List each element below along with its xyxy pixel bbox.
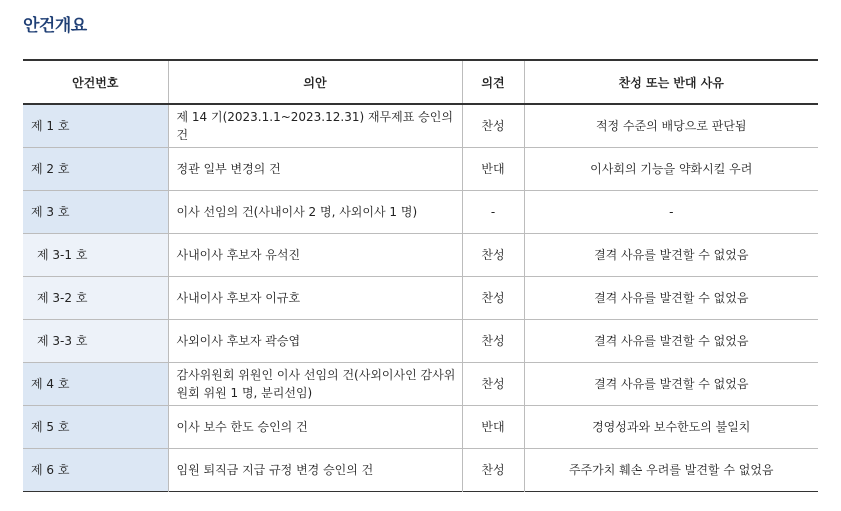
vote-cell: 찬성 bbox=[462, 363, 524, 406]
vote-cell: 반대 bbox=[462, 406, 524, 449]
reason-cell: 적정 수준의 배당으로 판단됨 bbox=[524, 104, 818, 148]
agenda-number-cell: 제 2 호 bbox=[23, 148, 168, 191]
table-row bbox=[23, 104, 818, 148]
agenda-title-cell: 사외이사 후보자 곽승엽 bbox=[168, 320, 462, 363]
vote-cell: 반대 bbox=[462, 148, 524, 191]
header-agenda-title: 의안 bbox=[168, 60, 462, 104]
vote-cell: - bbox=[462, 191, 524, 234]
agenda-number-cell: 제 3 호 bbox=[23, 191, 168, 234]
agenda-number-cell: 제 3-1 호 bbox=[23, 234, 168, 277]
reason-cell: 경영성과와 보수한도의 불일치 bbox=[524, 406, 818, 449]
page-title: 안건개요 bbox=[23, 16, 87, 36]
table-row bbox=[23, 277, 818, 320]
reason-cell: 결격 사유를 발견할 수 없었음 bbox=[524, 363, 818, 406]
reason-cell: 이사회의 기능을 약화시킬 우려 bbox=[524, 148, 818, 191]
agenda-table bbox=[23, 59, 818, 492]
reason-cell: 결격 사유를 발견할 수 없었음 bbox=[524, 234, 818, 277]
table-row bbox=[23, 191, 818, 234]
table-row bbox=[23, 320, 818, 363]
agenda-title-cell: 임원 퇴직금 지급 규정 변경 승인의 건 bbox=[168, 449, 462, 492]
reason-cell: 주주가치 훼손 우려를 발견할 수 없었음 bbox=[524, 449, 818, 492]
table-header-row bbox=[23, 60, 818, 104]
agenda-title-cell: 정관 일부 변경의 건 bbox=[168, 148, 462, 191]
agenda-number-cell: 제 3-3 호 bbox=[23, 320, 168, 363]
agenda-number-cell: 제 3-2 호 bbox=[23, 277, 168, 320]
table-row bbox=[23, 449, 818, 492]
header-vote: 의견 bbox=[462, 60, 524, 104]
table-row bbox=[23, 148, 818, 191]
table-row bbox=[23, 234, 818, 277]
vote-cell: 찬성 bbox=[462, 320, 524, 363]
header-agenda-number: 안건번호 bbox=[23, 60, 168, 104]
agenda-number-cell: 제 4 호 bbox=[23, 363, 168, 406]
reason-cell: 결격 사유를 발견할 수 없었음 bbox=[524, 277, 818, 320]
agenda-title-cell: 사내이사 후보자 이규호 bbox=[168, 277, 462, 320]
agenda-number-cell: 제 1 호 bbox=[23, 104, 168, 148]
agenda-title-cell: 감사위원회 위원인 이사 선임의 건(사외이사인 감사위원회 위원 1 명, 분리선임) bbox=[168, 363, 462, 406]
table-row bbox=[23, 363, 818, 406]
vote-cell: 찬성 bbox=[462, 277, 524, 320]
reason-cell: 결격 사유를 발견할 수 없었음 bbox=[524, 320, 818, 363]
agenda-number-cell: 제 6 호 bbox=[23, 449, 168, 492]
agenda-title-cell: 제 14 기(2023.1.1~2023.12.31) 재무제표 승인의 건 bbox=[168, 104, 462, 148]
vote-cell: 찬성 bbox=[462, 234, 524, 277]
agenda-title-cell: 이사 선임의 건(사내이사 2 명, 사외이사 1 명) bbox=[168, 191, 462, 234]
vote-cell: 찬성 bbox=[462, 449, 524, 492]
table-row bbox=[23, 406, 818, 449]
reason-cell: - bbox=[524, 191, 818, 234]
agenda-title-cell: 이사 보수 한도 승인의 건 bbox=[168, 406, 462, 449]
agenda-number-cell: 제 5 호 bbox=[23, 406, 168, 449]
vote-cell: 찬성 bbox=[462, 104, 524, 148]
header-reason: 찬성 또는 반대 사유 bbox=[524, 60, 818, 104]
agenda-title-cell: 사내이사 후보자 유석진 bbox=[168, 234, 462, 277]
